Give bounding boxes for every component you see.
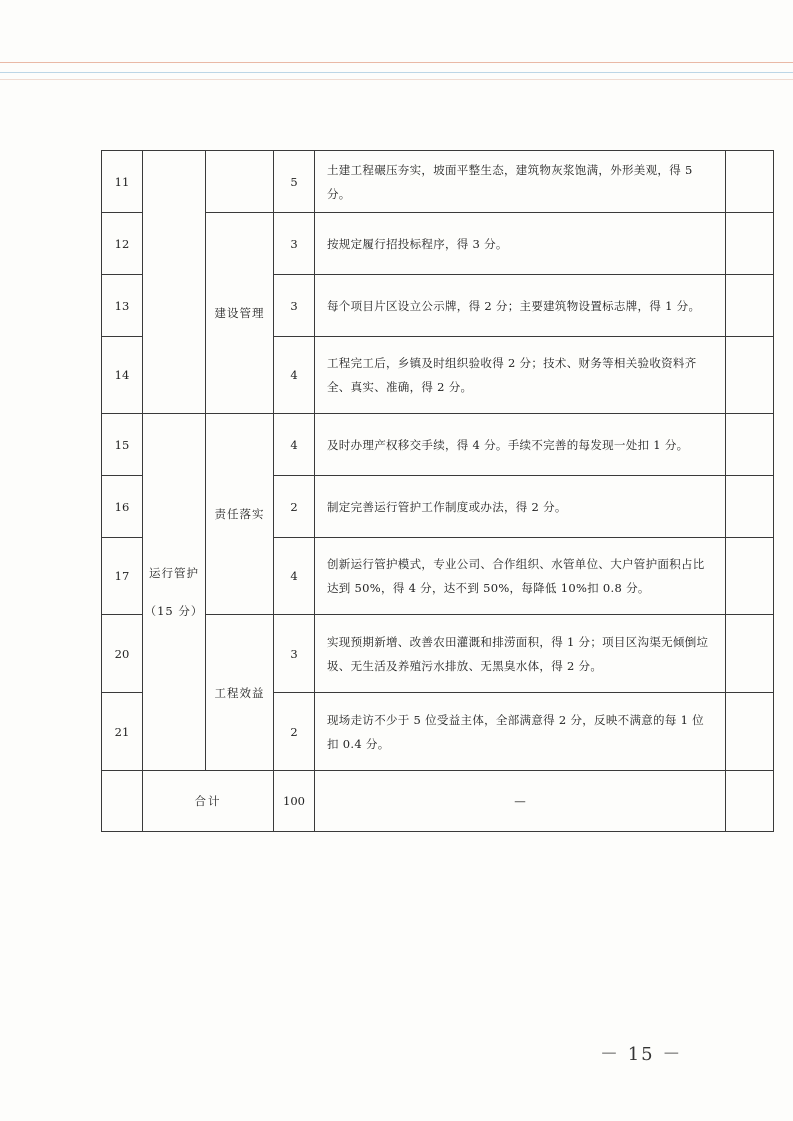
row-score: 4 (274, 337, 315, 414)
total-label: 合计 (143, 771, 274, 832)
row-number: 17 (102, 538, 143, 615)
remark-cell (726, 414, 774, 476)
remark-cell (726, 476, 774, 538)
row-content: 每个项目片区设立公示牌，得 2 分；主要建筑物设置标志牌，得 1 分。 (315, 275, 726, 337)
row-content: 及时办理产权移交手续，得 4 分。手续不完善的每发现一处扣 1 分。 (315, 414, 726, 476)
row-content: 按规定履行招投标程序，得 3 分。 (315, 213, 726, 275)
row-content: 现场走访不少于 5 位受益主体，全部满意得 2 分，反映不满意的每 1 位扣 0.4 分。 (315, 693, 726, 771)
row-number: 20 (102, 615, 143, 693)
row-score: 3 (274, 615, 315, 693)
category-name: 运行管护 (149, 566, 199, 580)
remark-cell (726, 538, 774, 615)
row-score: 2 (274, 476, 315, 538)
row-score: 4 (274, 414, 315, 476)
header-rule-red (0, 62, 793, 63)
total-row (102, 771, 774, 832)
row-number: 14 (102, 337, 143, 414)
row-content: 工程完工后，乡镇及时组织验收得 2 分；技术、财务等相关验收资料齐全、真实、准确，得 2 分。 (315, 337, 726, 414)
subcategory-construction-mgmt: 建设管理 (206, 213, 274, 414)
remark-cell (726, 615, 774, 693)
row-content: 土建工程碾压夯实，坡面平整生态，建筑物灰浆饱满，外形美观，得 5 分。 (315, 151, 726, 213)
row-score: 2 (274, 693, 315, 771)
row-content: 创新运行管护模式，专业公司、合作组织、水管单位、大户管护面积占比达到 50%，得 4 分，达不到 50%，每降低 10%扣 0.8 分。 (315, 538, 726, 615)
category-cell-blank (143, 151, 206, 414)
row-score: 3 (274, 213, 315, 275)
remark-cell (726, 213, 774, 275)
total-score: 100 (274, 771, 315, 832)
remark-cell (726, 275, 774, 337)
header-rule-faint (0, 79, 793, 80)
row-score: 4 (274, 538, 315, 615)
remark-cell (726, 151, 774, 213)
scoring-table (101, 150, 774, 832)
row-content: 制定完善运行管护工作制度或办法，得 2 分。 (315, 476, 726, 538)
row-number: 12 (102, 213, 143, 275)
page-number: － 15 － (600, 1044, 683, 1065)
header-rule-blue (0, 72, 793, 73)
subcategory-responsibility: 责任落实 (206, 414, 274, 615)
row-number: 21 (102, 693, 143, 771)
category-points: （15 分） (144, 604, 204, 618)
row-number: 15 (102, 414, 143, 476)
row-number: 16 (102, 476, 143, 538)
table-row (102, 414, 774, 476)
subcategory-cell-blank (206, 151, 274, 213)
total-number-cell (102, 771, 143, 832)
row-content: 实现预期新增、改善农田灌溉和排涝面积，得 1 分；项目区沟渠无倾倒垃圾、无生活及养殖污水排放、无黑臭水体，得 2 分。 (315, 615, 726, 693)
remark-cell (726, 771, 774, 832)
row-number: 11 (102, 151, 143, 213)
row-score: 5 (274, 151, 315, 213)
row-score: 3 (274, 275, 315, 337)
subcategory-benefit: 工程效益 (206, 615, 274, 771)
row-number: 13 (102, 275, 143, 337)
remark-cell (726, 337, 774, 414)
category-operation-maintenance (143, 414, 206, 771)
total-content: — (315, 771, 726, 832)
remark-cell (726, 693, 774, 771)
table-row (102, 151, 774, 213)
